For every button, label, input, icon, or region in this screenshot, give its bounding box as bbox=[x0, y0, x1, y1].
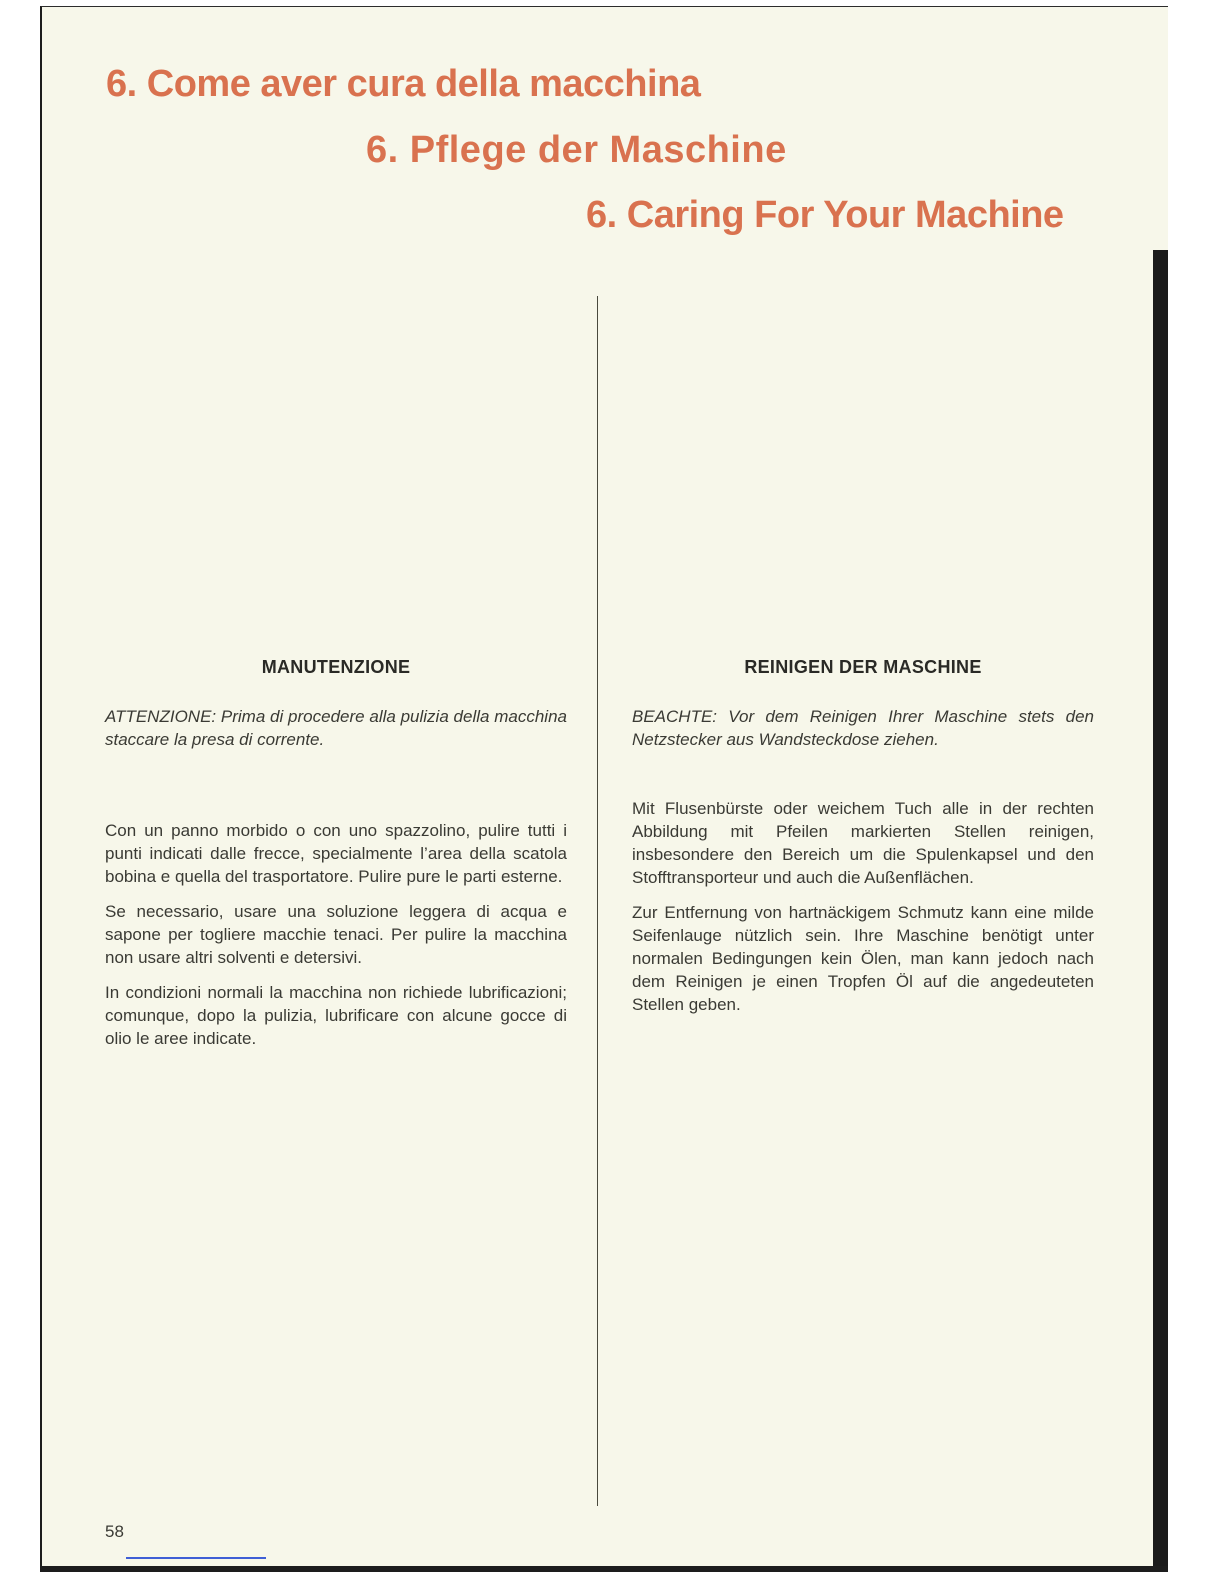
scan-bottom-edge bbox=[40, 1566, 1168, 1572]
title-italian: 6. Come aver cura della macchina bbox=[106, 63, 701, 105]
scan-right-edge bbox=[1153, 250, 1168, 1572]
german-heading: REINIGEN DER MASCHINE bbox=[744, 657, 982, 677]
title-german: 6. Pflege der Maschine bbox=[366, 129, 787, 171]
german-paragraph-2: Zur Entfernung von hartnäckigem Schmutz kann eine milde Seifenlauge nützlich sein. Ihre Maschine benötigt unter normalen Bedingungen kein Ölen, man kann jedoch nach dem Reinigen je einen Tropfen Öl auf die angedeuteten Stellen geben. bbox=[632, 903, 1094, 1014]
german-column bbox=[632, 655, 1094, 1028]
column-divider bbox=[597, 296, 598, 1506]
page-number: 58 bbox=[105, 1522, 124, 1541]
german-warning: BEACHTE: Vor dem Reinigen Ihrer Maschine stets den Netzstecker aus Wandsteckdose ziehen. bbox=[632, 707, 1094, 749]
italian-warning: ATTENZIONE: Prima di procedere alla pulizia della macchina staccare la presa di corrente. bbox=[105, 707, 567, 749]
italian-column bbox=[105, 655, 567, 1062]
italian-paragraph-1: Con un panno morbido o con uno spazzolino, pulire tutti i punti indicati dalle frecce, specialmente l’area della scatola bobina e quella del trasportatore. Pulire pure le parti esterne. bbox=[105, 821, 567, 886]
blue-scan-mark bbox=[126, 1557, 266, 1559]
italian-heading: MANUTENZIONE bbox=[261, 657, 411, 677]
italian-paragraph-2: Se necessario, usare una soluzione leggera di acqua e sapone per togliere macchie tenaci. Per pulire la macchina non usare altri solventi e detersivi. bbox=[105, 902, 567, 967]
german-paragraph-1: Mit Flusenbürste oder weichem Tuch alle in der rechten Abbildung mit Pfeilen markierten Stellen reinigen, insbesondere den Bereich um die Spulenkapsel und den Stofftransporteur und auch die Außenflächen. bbox=[632, 799, 1094, 887]
italian-spacer bbox=[105, 751, 567, 819]
german-spacer bbox=[632, 751, 1094, 797]
italian-paragraph-3: In condizioni normali la macchina non richiede lubrificazioni; comunque, dopo la pulizia, lubrificare con alcune gocce di olio le aree indicate. bbox=[105, 983, 567, 1048]
title-english: 6. Caring For Your Machine bbox=[586, 194, 1064, 236]
